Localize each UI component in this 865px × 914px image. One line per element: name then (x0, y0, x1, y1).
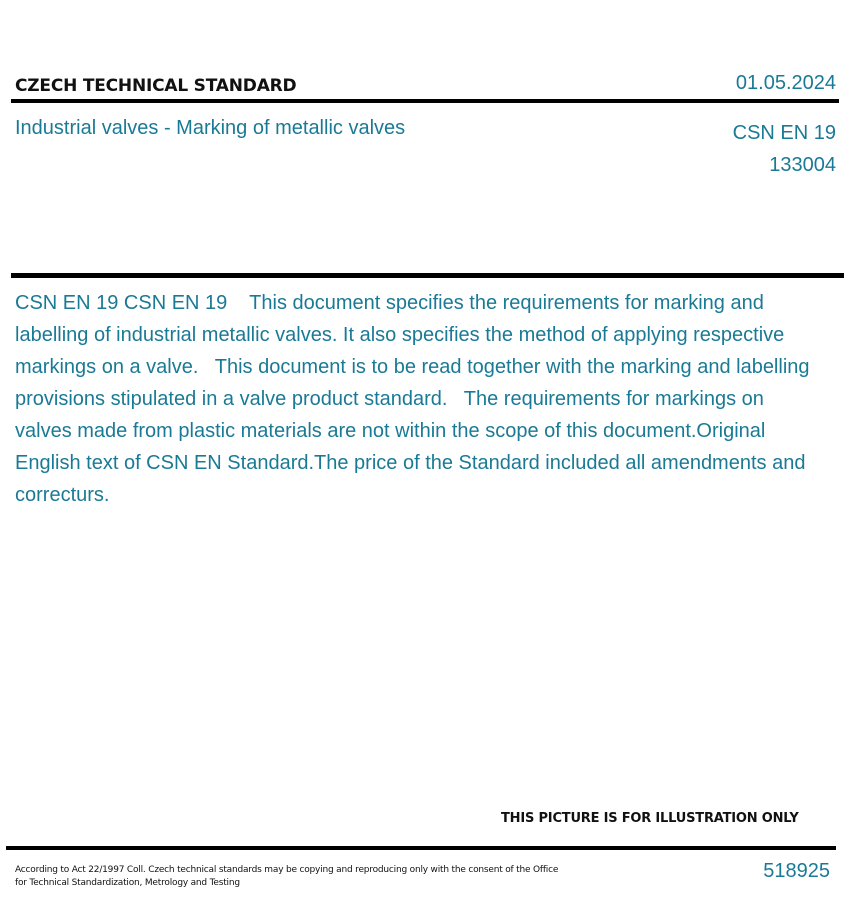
standard-description: CSN EN 19 CSN EN 19 This document specifies the requirements for marking and labelling of industrial metallic valves. It also specifies the method of applying respective markings on a valve. This document is to be read together with the marking and labelling provisions stipulated in a valve product standard. The requirements for markings on valves made from plastic materials are not within the scope of this document.Original English text of CSN EN Standard.The price of the Standard included all amendments and correcturs. (15, 292, 816, 506)
document-id: 518925 (763, 860, 830, 882)
standard-code-line2: 133004 (769, 154, 836, 176)
section-divider (11, 273, 844, 278)
legal-notice-line2: for Technical Standardization, Metrology and Testing (15, 878, 240, 888)
illustration-note: THIS PICTURE IS FOR ILLUSTRATION ONLY (501, 811, 799, 826)
document-heading: CZECH TECHNICAL STANDARD (15, 76, 297, 96)
legal-notice-line1: According to Act 22/1997 Coll. Czech technical standards may be copying and reproducing only with the consent of the Office (15, 865, 559, 875)
publication-date: 01.05.2024 (735, 72, 836, 94)
footer-divider (6, 846, 836, 850)
header-divider (11, 99, 839, 103)
legal-notice (15, 864, 595, 890)
standard-code (733, 117, 836, 181)
standard-title: Industrial valves - Marking of metallic valves (15, 117, 406, 139)
standard-code-line1: CSN EN 19 (732, 122, 836, 144)
